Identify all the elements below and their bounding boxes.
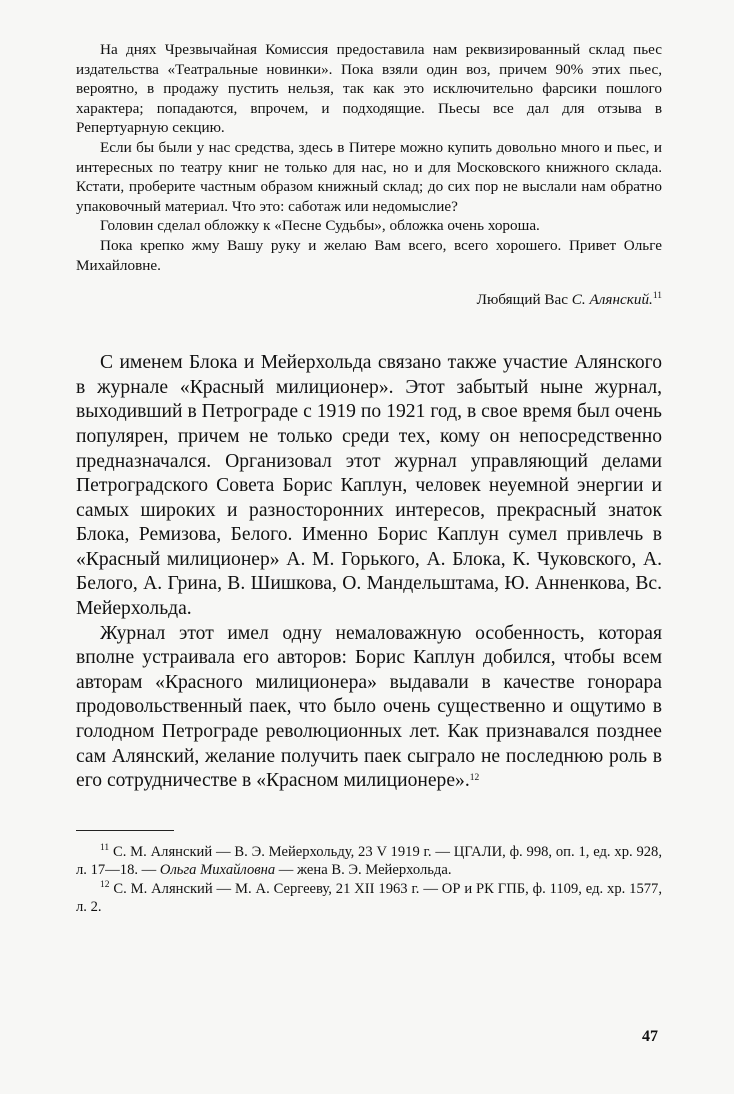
page-number: 47 [642,1028,658,1045]
quoted-letter [76,40,662,309]
main-text [76,351,662,794]
letter-signature [76,291,662,309]
footnote [76,880,662,917]
body-paragraph [76,622,662,794]
letter-paragraph: Если бы были у нас средства, здесь в Питере можно купить довольно много и пьес, и интересных по театру книг не только для нас, но и для Московского книжного склада. Кстати, проберите частным образом книжный склад; до сих пор не выслали нам обратно упаковочный материал. Что это: саботаж или недомыслие? [76,138,662,215]
letter-paragraph: На днях Чрезвычайная Комиссия предоставила нам реквизированный склад пьес издательства «Театральные новинки». Пока взяли один воз, причем 90% этих пьес, вероятно, в продажу пустить нельзя, так как это исключительно фарсики пошлого характера; попадаются, впрочем, и подходящие. Пьесы все дал для отзыва в Репертуарную секцию. [76,41,662,137]
footnote-text: — жена В. Э. Мейерхольда. [275,862,452,879]
body-paragraph: С именем Блока и Мейерхольда связано также участие Алянского в журнале «Красный милиционер». Этот забытый ныне журнал, выходивший в Петрограде с 1919 по 1921 год, в свое время был очень популярен, причем не только среди тех, кому он непосредственно предназначался. Организовал этот журнал управляющий делами Петроградского Совета Борис Каплун, человек неуемной энергии и самых широких и разносторонних интересов, прекрасный знаток Блока, Ремизова, Белого. Именно Борис Каплун сумел привлечь в «Красный милиционер» А. М. Горького, А. Блока, К. Чуковского, А. Белого, А. Грина, В. Шишкова, О. Мандельштама, Ю. Анненкова, Вс. Мейерхольда. [76,352,662,620]
footnote-number: 12 [100,879,110,890]
footnote-italic: Ольга Михайловна [159,862,276,879]
footnote-divider [76,830,174,831]
footnote-number: 11 [100,842,110,853]
footnote-ref: 12 [469,773,480,784]
footnote-text: С. М. Алянский — В. Э. Мейерхольду, 23 V 1919 г. — ЦГАЛИ, ф. 998, оп. 1, ед. хр. 928, л. 17—18. — [76,843,662,879]
body-paragraph-text: Журнал этот имел одну немаловажную особенность, которая вполне устраивала его авторов: Борис Каплун добился, чтобы всем авторам «Красного милиционера» выдавали в качестве гонорара продовольственный паек, что было очень существенно и ощутимо в голодном Петрограде революционных лет. Как признавался позднее сам Алянский, желание получить паек сыграло не последнюю роль в его сотрудничестве в «Красном милиционере». [76,622,662,792]
signature-name: С. Алянский. [571,291,653,309]
footnote-text: С. М. Алянский — М. А. Сергееву, 21 XII 1963 г. — ОР и РК ГПБ, ф. 1109, ед. хр. 1577, л. 2. [76,880,662,916]
signature-prefix: Любящий Вас [476,291,572,309]
footnote [76,843,662,880]
letter-paragraph: Пока крепко жму Вашу руку и желаю Вам всего, всего хорошего. Привет Ольге Михайловне. [76,236,662,274]
letter-paragraph: Головин сделал обложку к «Песне Судьбы», обложка очень хороша. [100,217,540,235]
footnotes [76,843,662,917]
footnote-ref: 11 [652,291,662,302]
book-page [76,40,662,916]
